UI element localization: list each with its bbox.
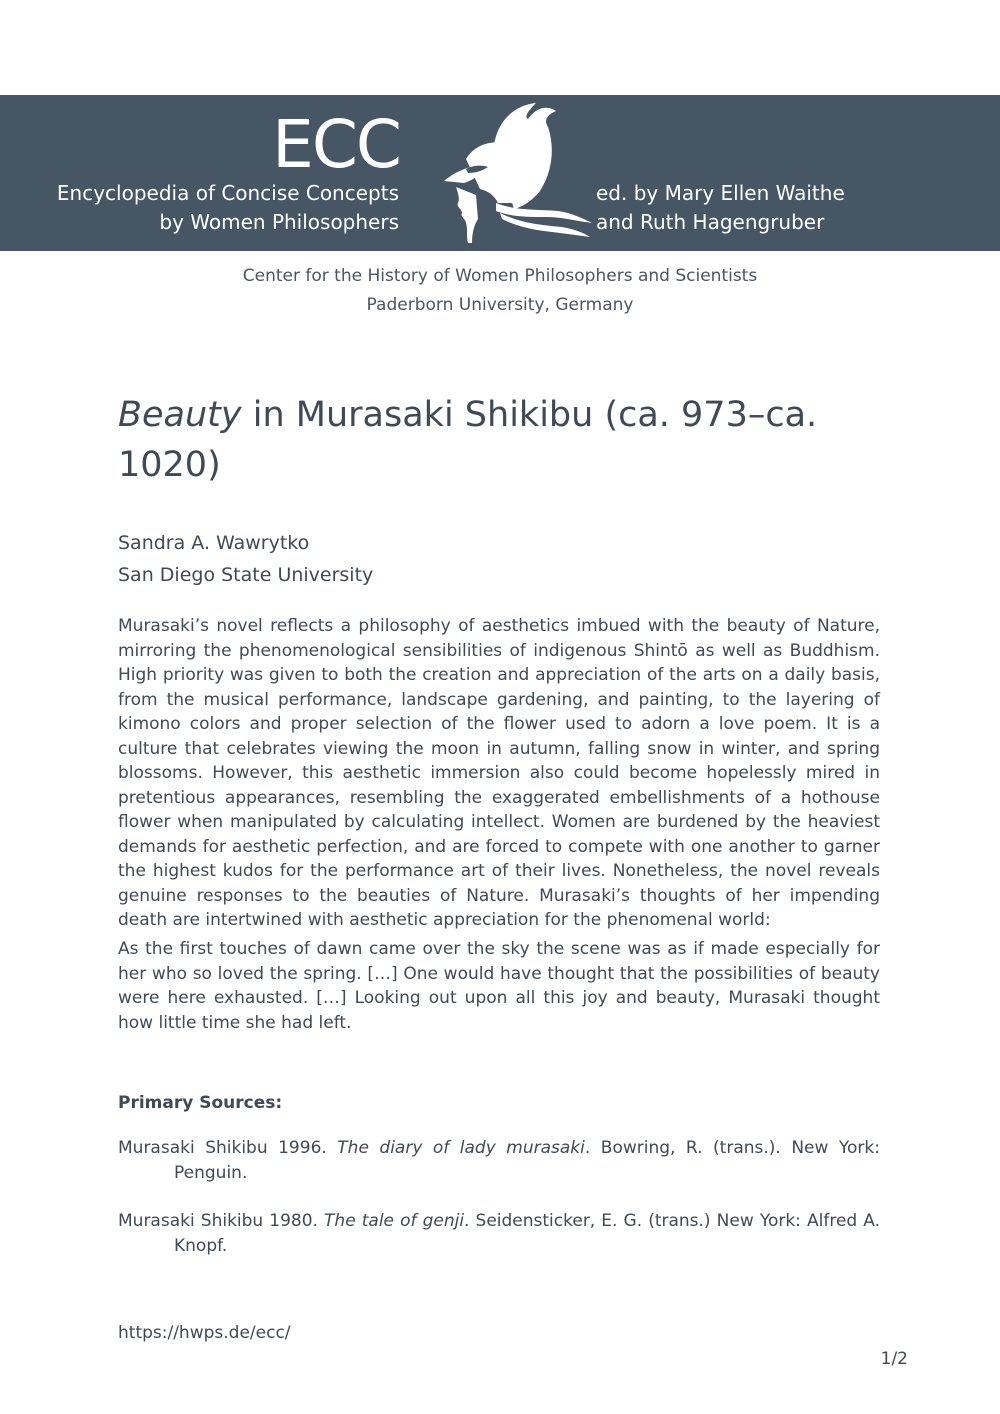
article-quote: As the first touches of dawn came over the sky the scene was as if made especially for her who so loved the spring. […] One would have thought that the possibilities of beauty were here exhausted. […] Looking out upon all this joy and beauty, Murasaki thought how little time she had left. [118, 939, 880, 1033]
author-name: Sandra A. Wawrytko [118, 532, 310, 554]
article-body [118, 614, 880, 933]
encyclopedia-name-line2: by Women Philosophers [159, 210, 399, 234]
article-title [118, 390, 838, 490]
institution-line2: Paderborn University, Germany [366, 295, 634, 315]
reference-suffix: . Bowring, R. (trans.). New York: Penguin. [174, 1138, 880, 1183]
reference-item [118, 1136, 880, 1185]
institution-line1: Center for the History of Women Philosophers and Scientists [242, 266, 758, 286]
footer-url-link[interactable]: https://hwps.de/ecc/ [118, 1323, 291, 1343]
title-concept: Beauty [118, 395, 242, 435]
body-paragraph: Murasaki’s novel reflects a philosophy of aesthetics imbued with the beauty of Nature, mirroring the phenomenological sensibilities of indigenous Shintō as well as Buddhism. High priority was given to both the creation and appreciation of the arts on a daily basis, from the musical performance, landscape gardening, and painting, to the layering of kimono colors and proper selection of the flower used to adorn a love poem. It is a culture that celebrates viewing the moon in autumn, falling snow in winter, and spring blossoms. However, this aesthetic immersion also could become hopelessly mired in pretentious appearances, resembling the exaggerated embellishments of a hothouse flower when manipulated by calculating intellect. Women are burdened by the heaviest demands for aesthetic perfection, and are forced to compete with one another to garner the highest kudos for the performance art of their lives. Nonetheless, the novel reveals genuine responses to the beauties of Nature. Murasaki’s thoughts of her impending death are intertwined with aesthetic appreciation for the phenomenal world: [118, 616, 880, 930]
author-block [118, 527, 878, 591]
title-rest: in Murasaki Shikibu (ca. 973–ca. 1020) [118, 395, 818, 485]
encyclopedia-name [20, 179, 399, 237]
author-affiliation: San Diego State University [118, 564, 374, 586]
page-number: 1/2 [880, 1349, 908, 1369]
athena-helmet-icon [436, 99, 596, 249]
ecc-abbreviation: ECC [272, 106, 400, 183]
header-banner [0, 95, 1000, 251]
reference-suffix: . Seidensticker, E. G. (trans.) New York: Alfred A. Knopf. [174, 1211, 881, 1256]
reference-prefix: Murasaki Shikibu 1996. [118, 1138, 338, 1158]
editors-line1: ed. by Mary Ellen Waithe [596, 181, 845, 205]
encyclopedia-name-line1: Encyclopedia of Concise Concepts [56, 181, 399, 205]
reference-item [118, 1209, 880, 1258]
institution-block [0, 262, 1000, 320]
sources-heading: Primary Sources: [118, 1093, 283, 1113]
reference-work-title: The diary of lady murasaki [337, 1138, 585, 1158]
reference-prefix: Murasaki Shikibu 1980. [118, 1211, 325, 1231]
editors-line2: and Ruth Hagengruber [596, 210, 825, 234]
editors [596, 179, 916, 237]
reference-work-title: The tale of genji [324, 1211, 465, 1231]
